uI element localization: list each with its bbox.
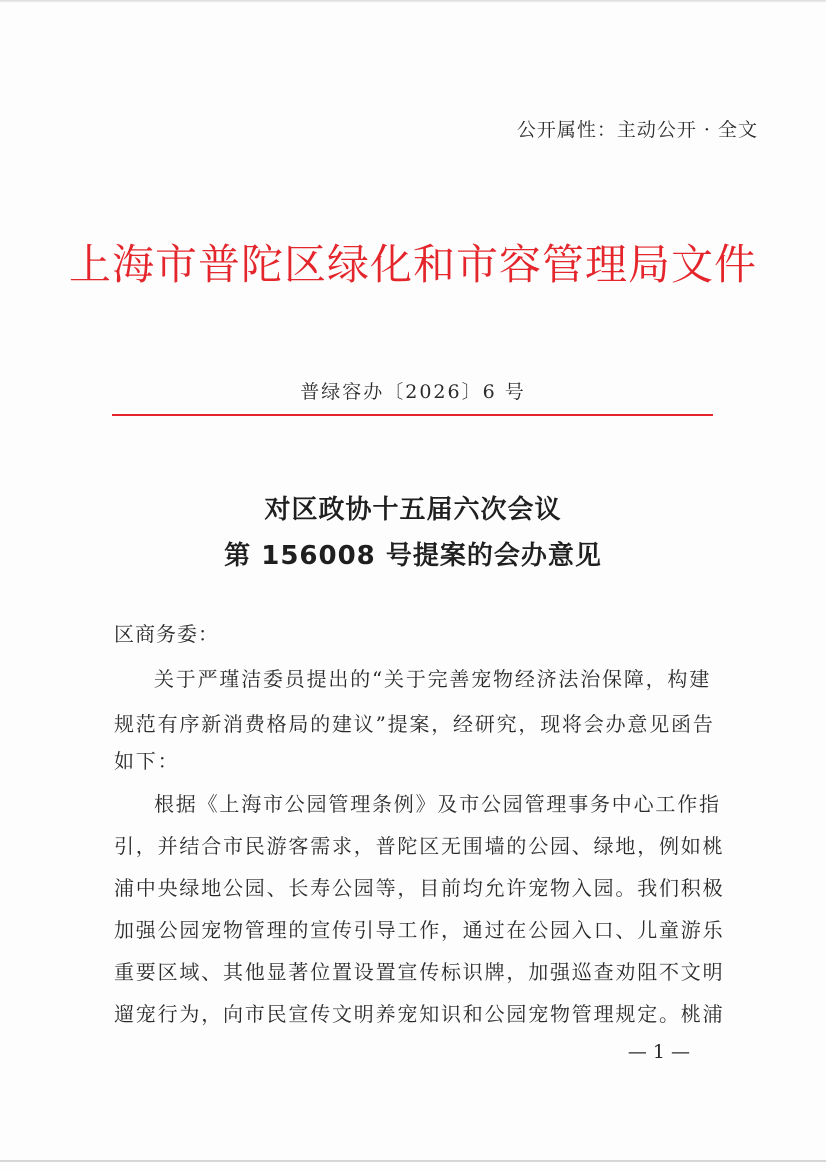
document-title-line-2: 第 156008 号提案的会办意见 xyxy=(224,541,602,571)
document-title-line-1: 对区政协十五届六次会议 xyxy=(264,495,562,525)
salutation: 区商务委： xyxy=(114,622,219,646)
scan-edge xyxy=(0,0,826,3)
body-line: 如下： xyxy=(114,749,180,773)
body-line: 遛宠行为，向市民宣传文明养宠知识和公园宠物管理规定。桃浦 xyxy=(114,1002,725,1026)
document-header-title: 上海市普陀区绿化和市容管理局文件 xyxy=(68,240,757,289)
body-line: 加强公园宠物管理的宣传引导工作，通过在公园入口、儿童游乐 xyxy=(114,918,725,942)
body-line: 规范有序新消费格局的建议”提案，经研究，现将会办意见函告 xyxy=(114,712,715,736)
body-line: 根据《上海市公园管理条例》及市公园管理事务中心工作指 xyxy=(154,792,721,816)
body-line: 重要区域、其他显著位置设置宣传标识牌，加强巡查劝阻不文明 xyxy=(114,960,725,984)
body-line: 引，并结合市民游客需求，普陀区无围墙的公园、绿地，例如桃 xyxy=(114,834,725,858)
scan-edge-bottom xyxy=(0,1160,826,1162)
document-number: 普绿容办〔2026〕6 号 xyxy=(300,381,526,403)
header-divider xyxy=(112,414,713,416)
disclosure-label: 公开属性：主动公开 · 全文 xyxy=(516,119,758,141)
body-line: 关于严瑾洁委员提出的“关于完善宠物经济法治保障，构建 xyxy=(154,667,712,691)
body-line: 浦中央绿地公园、长寿公园等，目前均允许宠物入园。我们积极 xyxy=(114,876,725,900)
page-number: — 1 — xyxy=(627,1041,690,1063)
